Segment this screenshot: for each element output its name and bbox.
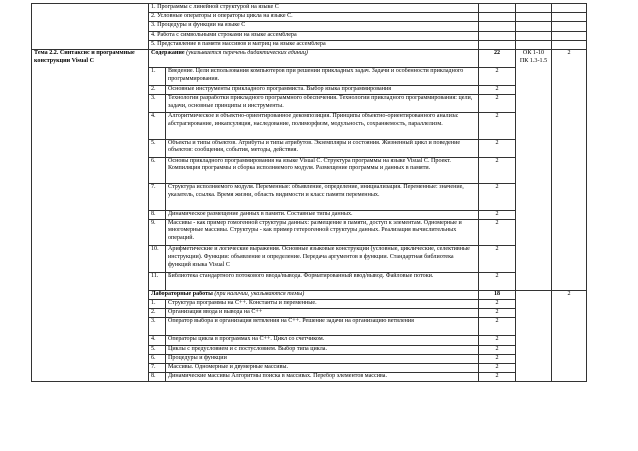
content-row-text: Библиотека стандартного потокового ввода/вывода. Форматированный ввод/вывод. Файловые потоки. (166, 272, 479, 290)
content-header-row (32, 49, 587, 67)
lab-row-text: Операторы цикла в программах на С++. Цикл со счетчиком. (166, 336, 479, 345)
content-row-level: 2 (479, 272, 516, 290)
lab-row-text: Массивы. Одномерные и двумерные массивы. (166, 363, 479, 372)
lab-row-text: Оператор выбора и организация ветвления на С++. Решение задачи на организацию ветвления (166, 318, 479, 336)
content-row-number: 10. (149, 246, 166, 273)
lab-row-level: 2 (479, 345, 516, 354)
content-row-number: 2. (149, 85, 166, 94)
prev-level-cell (552, 40, 587, 49)
prev-hours-cell (479, 22, 516, 31)
lab-row-level: 2 (479, 300, 516, 309)
lab-row-level: 2 (479, 363, 516, 372)
lab-row-number: 6. (149, 354, 166, 363)
content-row-number: 11. (149, 272, 166, 290)
topic-level: 2 (552, 49, 587, 290)
content-row-text: Технологии разработки прикладного программного обеспечения. Технологии прикладного программирования: цели, задачи, основные принципы и инструменты. (166, 95, 479, 113)
prev-item-text: 3. Процедуры и функции на языке С (149, 22, 479, 31)
prev-competency-cell (516, 4, 552, 13)
lab-row-text: Структура программы на С++. Константы и переменные. (166, 300, 479, 309)
lab-row-number: 3. (149, 318, 166, 336)
prev-topic-cell (32, 4, 149, 50)
content-row-text: Динамическое размещение данных в памяти. Составные типы данных. (166, 210, 479, 219)
curriculum-table (31, 3, 587, 382)
prev-hours-cell (479, 40, 516, 49)
lab-row-number: 2. (149, 309, 166, 318)
lab-row-number: 5. (149, 345, 166, 354)
content-row-text: Основы прикладного программирования на языке Visual C. Структура программы на языке Visual C. Проект. Компиляция программы и сборка исполняемого модуля. Размещение программы и данных в памяти. (166, 157, 479, 184)
content-row-number: 6. (149, 157, 166, 184)
labs-header (149, 290, 479, 299)
content-row-level: 2 (479, 210, 516, 219)
labs-label: Лабораторные работы (151, 290, 213, 297)
labs-hours: 18 (479, 290, 516, 299)
prev-hours-cell (479, 13, 516, 22)
content-row-text: Структура исполняемого модуля. Переменные: объявление, определение, инициализация. Переменные: значение, указатель, ссылка. Время жизни, область видимости и класс памяти переменных. (166, 184, 479, 211)
content-row-level: 2 (479, 113, 516, 140)
lab-row-text: Организация ввода и вывода на С++ (166, 309, 479, 318)
content-row-number: 7. (149, 184, 166, 211)
prev-competency-cell (516, 31, 552, 40)
lab-row-text: Процедуры и функции (166, 354, 479, 363)
content-row-number: 3. (149, 95, 166, 113)
prev-hours-cell (479, 4, 516, 13)
topic-title: Тема 2.2. Синтаксис и программные конструкции Visual С (32, 49, 149, 381)
lab-row-text: Циклы с предусловием и с постусловием. Выбор типа цикла. (166, 345, 479, 354)
content-row-level: 2 (479, 139, 516, 157)
lab-row-level: 2 (479, 336, 516, 345)
prev-item-text: 5. Представление в памяти массивов и матриц на языке ассемблера (149, 40, 479, 49)
labs-note: (при наличии, указываются темы) (214, 290, 305, 297)
lab-row-level: 2 (479, 309, 516, 318)
content-row-number: 9. (149, 219, 166, 246)
content-row-text: Введение. Цели использования компьютеров при решении прикладных задач. Задачи и особенности прикладного программирования. (166, 67, 479, 85)
content-row-level: 2 (479, 85, 516, 94)
content-row-number: 1. (149, 67, 166, 85)
lab-row-number: 1. (149, 300, 166, 309)
lab-row-level: 2 (479, 318, 516, 336)
content-row-level: 2 (479, 157, 516, 184)
content-row-number: 4. (149, 113, 166, 140)
prev-level-cell (552, 13, 587, 22)
content-label: Содержание (151, 49, 185, 56)
lab-row-number: 8. (149, 373, 166, 382)
labs-level: 2 (552, 290, 587, 382)
lab-row-number: 4. (149, 336, 166, 345)
content-row-text: Алгоритмическое и объектно-ориентированное декомпозиция. Принципы объектно-ориентированного анализа: абстрагирование, инкапсуляция, наследование, полиморфизм, модульность, сохраняемость, параллелизм. (166, 113, 479, 140)
lab-row-number: 7. (149, 363, 166, 372)
prev-level-cell (552, 22, 587, 31)
prev-item-text: 2. Условные операторы и операторы цикла на языке С. (149, 13, 479, 22)
content-row-level: 2 (479, 67, 516, 85)
content-row-number: 5. (149, 139, 166, 157)
prev-competency-cell (516, 40, 552, 49)
prev-level-cell (552, 4, 587, 13)
topic-competencies: ОК 1-10 ПК 1.3-1.5 (516, 49, 552, 290)
content-row-level: 2 (479, 95, 516, 113)
content-row-text: Массивы - как пример гомогенной структуры данных: размещение в памяти, доступ к элементам. Одномерные и многомерные массивы. Структуры - как пример гетерогенной структуры данных. Реализация вычислительных операций. (166, 219, 479, 246)
lab-row-level: 2 (479, 354, 516, 363)
content-row-level: 2 (479, 246, 516, 273)
content-row-level: 2 (479, 219, 516, 246)
content-row-text: Объекты и типы объектов. Атрибуты и типы атрибутов. Экземпляры и состояния. Жизненный цикл и поведение объектов: сообщения, события, методы, действия. (166, 139, 479, 157)
labs-competency-cell (516, 290, 552, 382)
prev-level-cell (552, 31, 587, 40)
topic-hours: 22 (479, 49, 516, 67)
prev-competency-cell (516, 22, 552, 31)
content-row-number: 8. (149, 210, 166, 219)
lab-row-level: 2 (479, 373, 516, 382)
prev-hours-cell (479, 31, 516, 40)
content-row-text: Арифметические и логические выражения. Основные языковые конструкции (условные, циклические, селективные инструкции). Функции: объявление и определение. Передача аргументов в функции. Стандартная библиотека функций языка Visual C (166, 246, 479, 273)
prev-item-text: 4. Работа с символьными строками на языке ассемблера (149, 31, 479, 40)
prev-competency-cell (516, 13, 552, 22)
prev-item-text: 1. Программы с линейной структурой на языке С (149, 4, 479, 13)
content-row-level: 2 (479, 184, 516, 211)
lab-row-text: Динамические массивы Алгоритмы поиска в массивах. Перебор элементов массива. (166, 373, 479, 382)
prev-item-row (32, 4, 587, 13)
content-header (149, 49, 479, 67)
content-row-text: Основные инструменты прикладного программиста. Выбор языка программирования (166, 85, 479, 94)
content-note: (указывается перечень дидактических единиц) (186, 49, 308, 56)
